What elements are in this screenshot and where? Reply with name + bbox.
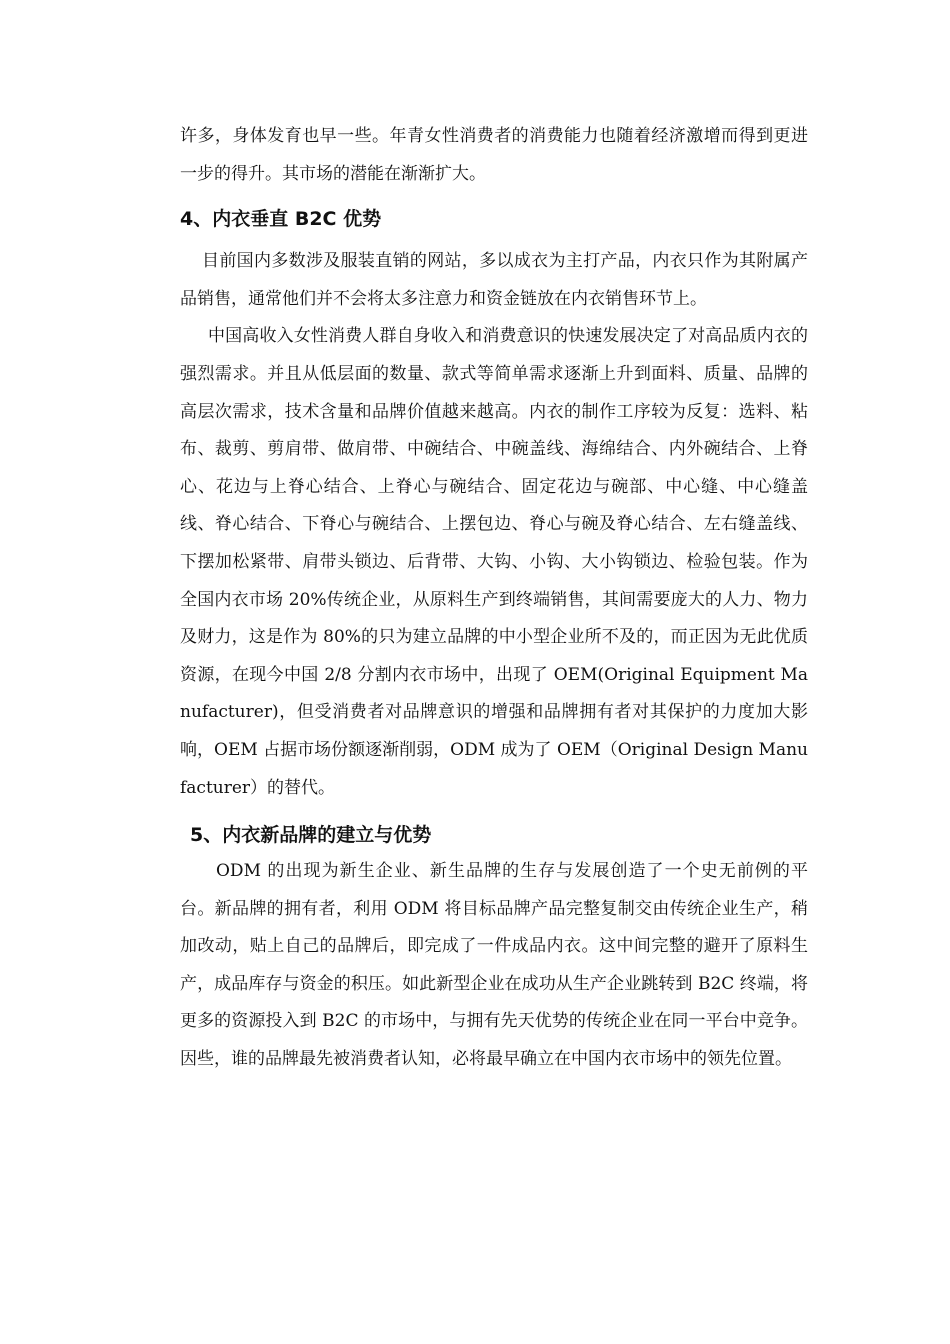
section-4-paragraph-2: 中国高收入女性消费人群自身收入和消费意识的快速发展决定了对高品质内衣的强烈需求。并且从低层面的数量、款式等简单需求逐渐上升到面料、质量、品牌的高层次需求，技术含量和品牌价值越来越高。内衣的制作工序较为反复：选料、粘布、裁剪、剪肩带、做肩带、中碗结合、中碗盖线、海绵结合、内外碗结合、上脊心、花边与上脊心结合、上脊心与碗结合、固定花边与碗部、中心缝、中心缝盖线、脊心结合、下脊心与碗结合、上摆包边、脊心与碗及脊心结合、左右缝盖线、下摆加松紧带、肩带头锁边、后背带、大钩、小钩、大小钩锁边、检验包装。作为全国内衣市场 20%传统企业，从原料生产到终端销售，其间需要庞大的人力、物力及财力，这是作为 80%的只为建立品牌的中小型企业所不及的，而正因为无此优质资源，在现今中国 2/8 分割内衣市场中，出现了 OEM(Original Equipment Manufacturer)，但受消费者对品牌意识的增强和品牌拥有者对其保护的力度加大影响，OEM 占据市场份额逐渐削弱，ODM 成为了 OEM（Original Design Manufacturer）的替代。 xyxy=(180,326,808,798)
section-4-paragraph-1: 目前国内多数涉及服装直销的网站，多以成衣为主打产品，内衣只作为其附属产品销售，通常他们并不会将太多注意力和资金链放在内衣销售环节上。 xyxy=(180,251,808,309)
section-5-heading: 5、内衣新品牌的建立与优势 xyxy=(190,824,432,847)
intro-paragraph: 许多，身体发育也早一些。年青女性消费者的消费能力也随着经济激增而得到更进一步的得升。其市场的潜能在渐渐扩大。 xyxy=(180,126,808,184)
section-5-paragraph-1: ODM 的出现为新生企业、新生品牌的生存与发展创造了一个史无前例的平台。新品牌的拥有者，利用 ODM 将目标品牌产品完整复制交由传统企业生产，稍加改动，贴上自己的品牌后，即完成了一件成品内衣。这中间完整的避开了原料生产，成品库存与资金的积压。如此新型企业在成功从生产企业跳转到 B2C 终端，将更多的资源投入到 B2C 的市场中，与拥有先天优势的传统企业在同一平台中竞争。因些，谁的品牌最先被消费者认知，必将最早确立在中国内衣市场中的领先位置。 xyxy=(180,861,808,1070)
section-4-heading: 4、内衣垂直 B2C 优势 xyxy=(180,208,382,231)
document-body xyxy=(180,118,808,1079)
